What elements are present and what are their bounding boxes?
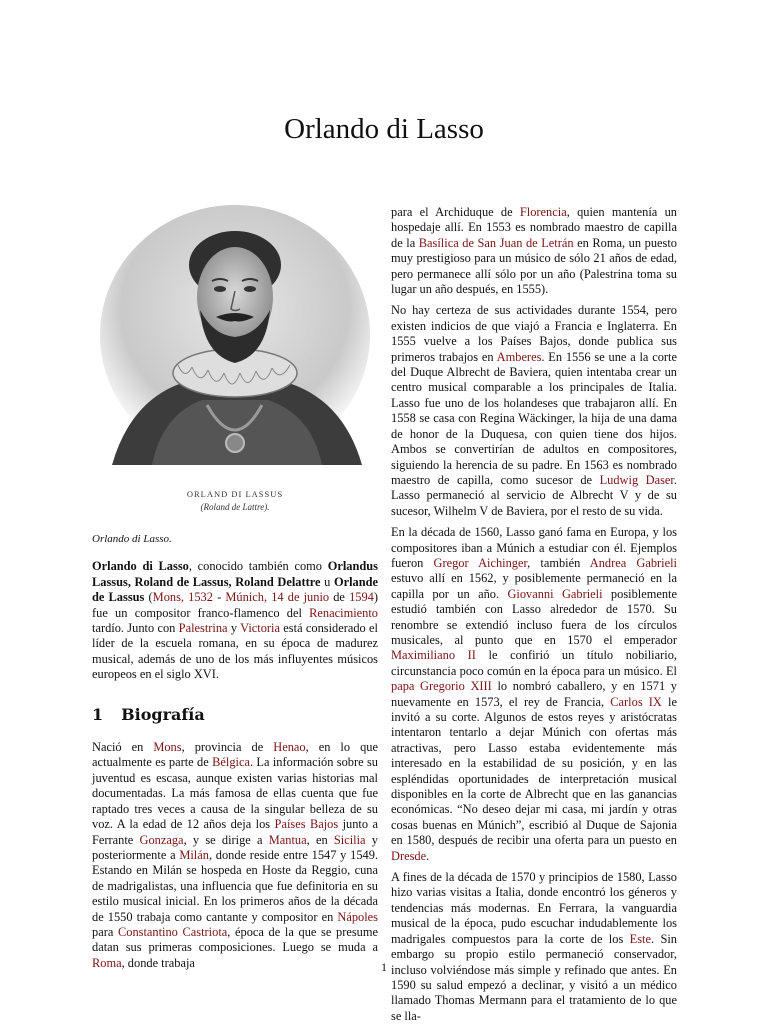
link-gregor-aichinger[interactable]: Gregor Aichinger	[433, 555, 528, 570]
portrait-inscription-line2: (Roland de Lattre).	[200, 502, 270, 512]
text-run: , quien mantenía un hospedaje allí. En 1553 es nombrado maestro de capilla de la	[391, 205, 677, 250]
text-run: A fines de la década de 1570 y principios de 1580, Lasso hizo varias visitas a Italia, donde encontró los géneros y tendencias más modernas. En Ferrara, la vanguardia musical de la época, pudo escuchar indudablemente los madrigales compuestos para la corte de los	[391, 870, 677, 946]
text-run: . Lasso permaneció al servicio de Albrecht V y de su sucesor, Wilhelm V de Baviera, por el resto de su vida.	[391, 472, 677, 518]
left-column	[92, 205, 378, 977]
alt-name: Orlande de Lassus	[92, 574, 378, 605]
text-run: tardío. Junto con	[92, 621, 179, 636]
portrait-caption: Orlando di Lasso.	[92, 533, 172, 545]
text-run: lo nombró caballero, y en 1571 y nuevamente en 1573, el rey de Francia,	[391, 679, 677, 709]
link-este[interactable]: Este	[629, 931, 651, 946]
link-milan[interactable]: Milán	[179, 847, 209, 862]
link-munich-14-junio[interactable]: Múnich, 14 de junio	[225, 590, 330, 605]
text-run: le confirió un título nobiliario, circunstancia poco común en la época para un músico. El	[391, 648, 677, 678]
bio-paragraph-2	[391, 303, 677, 519]
bio-paragraph-4	[391, 870, 677, 1024]
link-henao[interactable]: Henao	[273, 740, 306, 755]
text-run: No hay certeza de sus actividades durante 1554, pero existen indicios de que viajó a Francia e Inglaterra. En 1555 vuelve a los Países Bajos, donde publica sus primeros trabajos en	[391, 303, 677, 364]
text-run: . En 1556 se une a la corte del Duque Albrecht de Baviera, quien intentaba crear un centro musical comparable a los principales de Italia. Lasso fue uno de los holandeses que trabajaron allí. En 1558 se casa con Regina Wäckinger, la hija de una dama de honor de la Duquesa, con quien tiene dos hijos. Ambos se convertirían de adultos en compositores, siguiendo la herencia de su padre. En 1563 es nombrado maestro de capilla, como sucesor de	[391, 349, 677, 487]
link-andrea-gabrieli[interactable]: Andrea Gabrieli	[589, 555, 677, 570]
text-run: para	[92, 924, 118, 939]
link-gonzaga[interactable]: Gonzaga	[139, 832, 184, 847]
link-mons[interactable]: Mons	[153, 740, 182, 755]
section-heading	[92, 704, 378, 724]
text-run: .	[426, 848, 430, 863]
text-run: , también	[527, 555, 590, 570]
section-number: 1	[92, 704, 104, 724]
text-run: y	[227, 621, 241, 636]
text-run: , conocido también como	[188, 559, 328, 574]
intro-paragraph	[92, 559, 378, 682]
bio-paragraph-3	[391, 525, 677, 864]
link-1594[interactable]: 1594	[349, 590, 374, 605]
text-run: . La información sobre su juventud es escasa, aunque existen varias historias mal documentadas. La más famosa de ellas cuenta que fue raptado tres veces a causa de la singular belleza de su voz. A la edad de 12 años deja los	[92, 755, 378, 832]
portrait-inscription-line1: ORLAND DI LASSUS	[186, 489, 284, 499]
bio-paragraph-1	[92, 740, 378, 971]
text-run: y posteriormente a	[92, 832, 378, 862]
right-column	[391, 205, 677, 1030]
link-basilica-san-juan-letran[interactable]: Basílica de San Juan de Letrán	[418, 235, 574, 250]
text-run: le invitó a su corte. Algunos de estos reyes y aristócratas intentaron tentarlo a dejar Múnich con ofertas más atractivas, pero Lasso estaba evidentemente más interesado en la estabilidad de su posición, y en las espléndidas oportunidades de interpretación musical disponibles en la corte de Albrecht que en las ganancias económicas. “No deseo dejar mi casa, mi jardín y otras cosas buenas en Múnich”, escribió al Duque de Sajonia en 1580, después de recibir una oferta para un puesto en	[391, 694, 677, 848]
text-run: (	[144, 590, 153, 605]
link-carlos-ix[interactable]: Carlos IX	[610, 694, 662, 709]
link-napoles[interactable]: Nápoles	[337, 909, 378, 924]
link-ludwig-daser[interactable]: Ludwig Daser	[599, 472, 674, 487]
link-mons-1532[interactable]: Mons, 1532	[152, 590, 213, 605]
text-run: ) fue un compositor franco-flamenco del	[92, 590, 379, 620]
section-title: Biografía	[121, 704, 205, 724]
text-run: , donde reside entre 1547 y 1549. Estando en Milán se hospeda en Hoste da Reggio, cuna de madrigalistas, una influencia que fue definitoria en su estilo musical inicial. En los primeros años de la década de 1550 trabaja como cantante y compositor en	[92, 847, 379, 924]
bio-paragraph-1-continued	[391, 205, 677, 297]
text-run: , provincia de	[181, 740, 274, 755]
link-florencia[interactable]: Florencia	[519, 205, 567, 219]
text-run: Nació en	[92, 740, 154, 755]
subject-name: Orlando di Lasso	[92, 559, 189, 574]
link-belgica[interactable]: Bélgica	[212, 755, 250, 770]
link-amberes[interactable]: Amberes	[496, 349, 542, 364]
text-run: , época de la que se presume datan sus primeras composiciones. Luego se muda a	[92, 924, 378, 955]
text-run: estuvo allí en 1562, y posiblemente permaneció en la capilla por un año.	[391, 571, 677, 601]
portrait-engraving	[92, 205, 378, 525]
page-number: 1	[381, 960, 387, 974]
text-run: -	[212, 590, 226, 605]
text-run: En la década de 1560, Lasso ganó fama en Europa, y los compositores iban a Múnich a estudiar con él. Ejemplos fueron	[391, 525, 677, 570]
alt-names: Orlandus Lassus, Roland de Lassus, Roland Delattre	[92, 559, 378, 589]
text-run: para el Archiduque de	[391, 205, 520, 219]
text-run: u	[320, 574, 334, 589]
article-title: Orlando di Lasso	[284, 113, 484, 145]
text-run: de	[329, 590, 350, 605]
portrait-image	[92, 205, 378, 525]
link-victoria[interactable]: Victoria	[240, 621, 280, 636]
text-run: , en	[306, 832, 334, 847]
link-maximiliano-ii[interactable]: Maximiliano II	[391, 648, 476, 663]
link-papa-gregorio-xiii[interactable]: papa Gregorio XIII	[391, 679, 492, 694]
link-roma[interactable]: Roma	[92, 955, 122, 970]
text-run: , en lo que actualmente es parte de	[92, 740, 378, 770]
text-run: está considerado el líder de la escuela romana, en su época de madurez musical, además de uno de los más influyentes músicos europeos en el siglo XVI.	[92, 621, 378, 682]
link-paises-bajos[interactable]: Países Bajos	[274, 817, 339, 832]
text-run: , donde trabaja	[121, 955, 195, 970]
link-renacimiento[interactable]: Renacimiento	[309, 605, 378, 620]
text-run: junto a Ferrante	[92, 817, 378, 847]
link-mantua[interactable]: Mantua	[268, 832, 307, 847]
link-palestrina[interactable]: Palestrina	[178, 621, 228, 636]
text-run: , y se dirige a	[183, 832, 269, 847]
text-run: posiblemente estudió también con Lasso alrededor de 1570. Su renombre se extendió incluso fuera de los círculos musicales, al punto que en 1570 el emperador	[391, 586, 677, 647]
link-sicilia[interactable]: Sicilia	[333, 832, 366, 847]
text-run: en Roma, un puesto muy prestigioso para un músico de sólo 21 años de edad, pero permanece allí sólo por un año (Palestrina toma su lugar un año después, en 1555).	[391, 235, 677, 297]
link-constantino-castriota[interactable]: Constantino Castriota	[117, 924, 228, 939]
text-run: . Sin embargo su propio estilo permaneció conservador, incluso volviéndose más simple y refinado que antes. En 1590 su salud empezó a declinar, y visitó a un médico llamado Thomas Mermann para el tratamiento de lo que se lla-	[391, 931, 677, 1023]
link-dresde[interactable]: Dresde	[391, 848, 427, 863]
link-giovanni-gabrieli[interactable]: Giovanni Gabrieli	[507, 586, 603, 601]
